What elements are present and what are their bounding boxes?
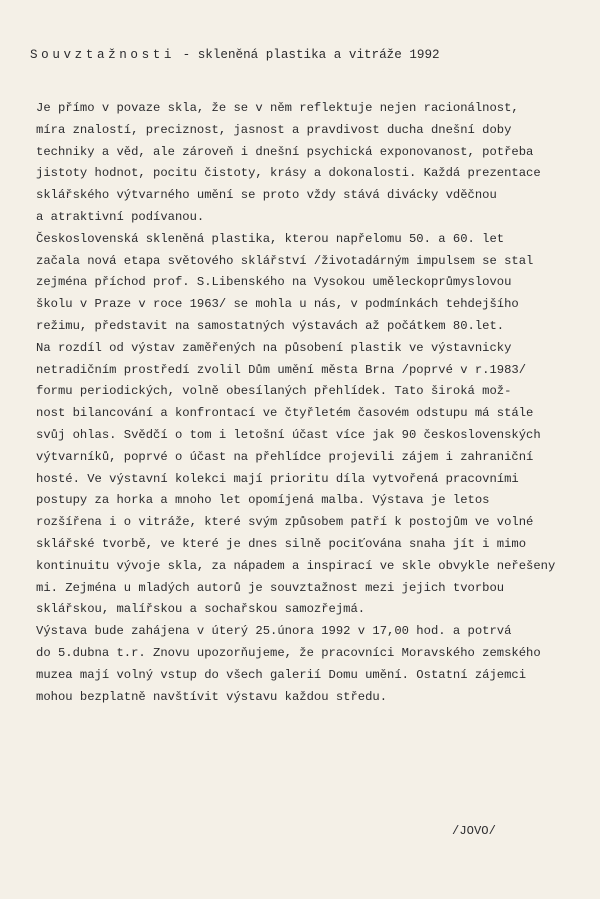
body-line: Je přímo v povaze skla, že se v něm reflektuje nejen racionálnost, <box>36 101 519 115</box>
body-line: postupy za horka a mnoho let opomíjená malba. Výstava je letos <box>36 493 490 508</box>
body-line: jistoty hodnot, pocitu čistoty, krásy a dokonalosti. Každá prezentace <box>36 166 541 181</box>
body-line: výtvarníků, poprvé o účast na přehlídce projevili zájem i zahraniční <box>36 449 534 464</box>
body-line: netradičním prostředí zvolil Dům umění města Brna /poprvé v r.1983/ <box>36 362 527 377</box>
body-line: rozšířena i o vitráže, které svým způsobem patří k postojům ve volné <box>36 515 534 530</box>
body-line: sklářskou, malířskou a sochařskou samozřejmá. <box>36 602 366 617</box>
body-line: Výstava bude zahájena v úterý 25.února 1992 v 17,00 hod. a potrvá <box>36 624 512 639</box>
author-signature: /JOVO/ <box>452 824 496 838</box>
body-line: hosté. Ve výstavní kolekci mají prioritu díla vytvořená pracovními <box>36 471 519 486</box>
body-line: mohou bezplatně navštívit výstavu každou středu. <box>36 689 388 704</box>
body-line: míra znalostí, preciznost, jasnost a pravdivost ducha dnešní doby <box>36 122 512 137</box>
body-line: zejména příchod prof. S.Libenského na Vysokou uměleckoprůmyslovou <box>36 275 512 290</box>
body-line: kontinuitu vývoje skla, za nápadem a inspirací ve skle obvykle neřešeny <box>36 558 556 573</box>
body-line: sklářského výtvarného umění se proto vždy stává divácky vděčnou <box>36 188 497 203</box>
body-line: Na rozdíl od výstav zaměřených na působení plastik ve výstavnicky <box>36 340 512 355</box>
body-line: muzea mají volný vstup do všech galerií Domu umění. Ostatní zájemci <box>36 667 527 682</box>
body-line: začala nová etapa světového sklářství /životadárným impulsem se stal <box>36 253 534 268</box>
body-line: svůj ohlas. Svědčí o tom i letošní účast více jak 90 československých <box>36 427 541 442</box>
body-line: Československá skleněná plastika, kterou napřelomu 50. a 60. let <box>36 231 505 246</box>
body-line: nost bilancování a konfrontací ve čtyřletém časovém odstupu má stále <box>36 406 534 421</box>
document-heading <box>30 48 440 62</box>
heading-title: Souvztažnosti <box>30 48 176 62</box>
document-body <box>36 98 596 708</box>
body-line: a atraktivní podívanou. <box>36 209 205 224</box>
body-line: sklářské tvorbě, ve které je dnes silně pociťována snaha jít i mimo <box>36 536 527 551</box>
body-line: do 5.dubna t.r. Znovu upozorňujeme, že pracovníci Moravského zemského <box>36 645 541 660</box>
body-line: techniky a věd, ale zároveň i dnešní psychická exponovanost, potřeba <box>36 144 534 159</box>
body-line: školu v Praze v roce 1963/ se mohla u nás, v podmínkách tehdejšího <box>36 297 519 312</box>
body-line: mi. Zejména u mladých autorů je souvztažnost mezi jejich tvorbou <box>36 580 505 595</box>
heading-subtitle: - skleněná plastika a vitráže 1992 <box>175 48 440 62</box>
body-line: režimu, představit na samostatných výstavách až počátkem 80.let. <box>36 318 505 333</box>
body-line: formu periodických, volně obesílaných přehlídek. Tato široká mož- <box>36 384 512 399</box>
